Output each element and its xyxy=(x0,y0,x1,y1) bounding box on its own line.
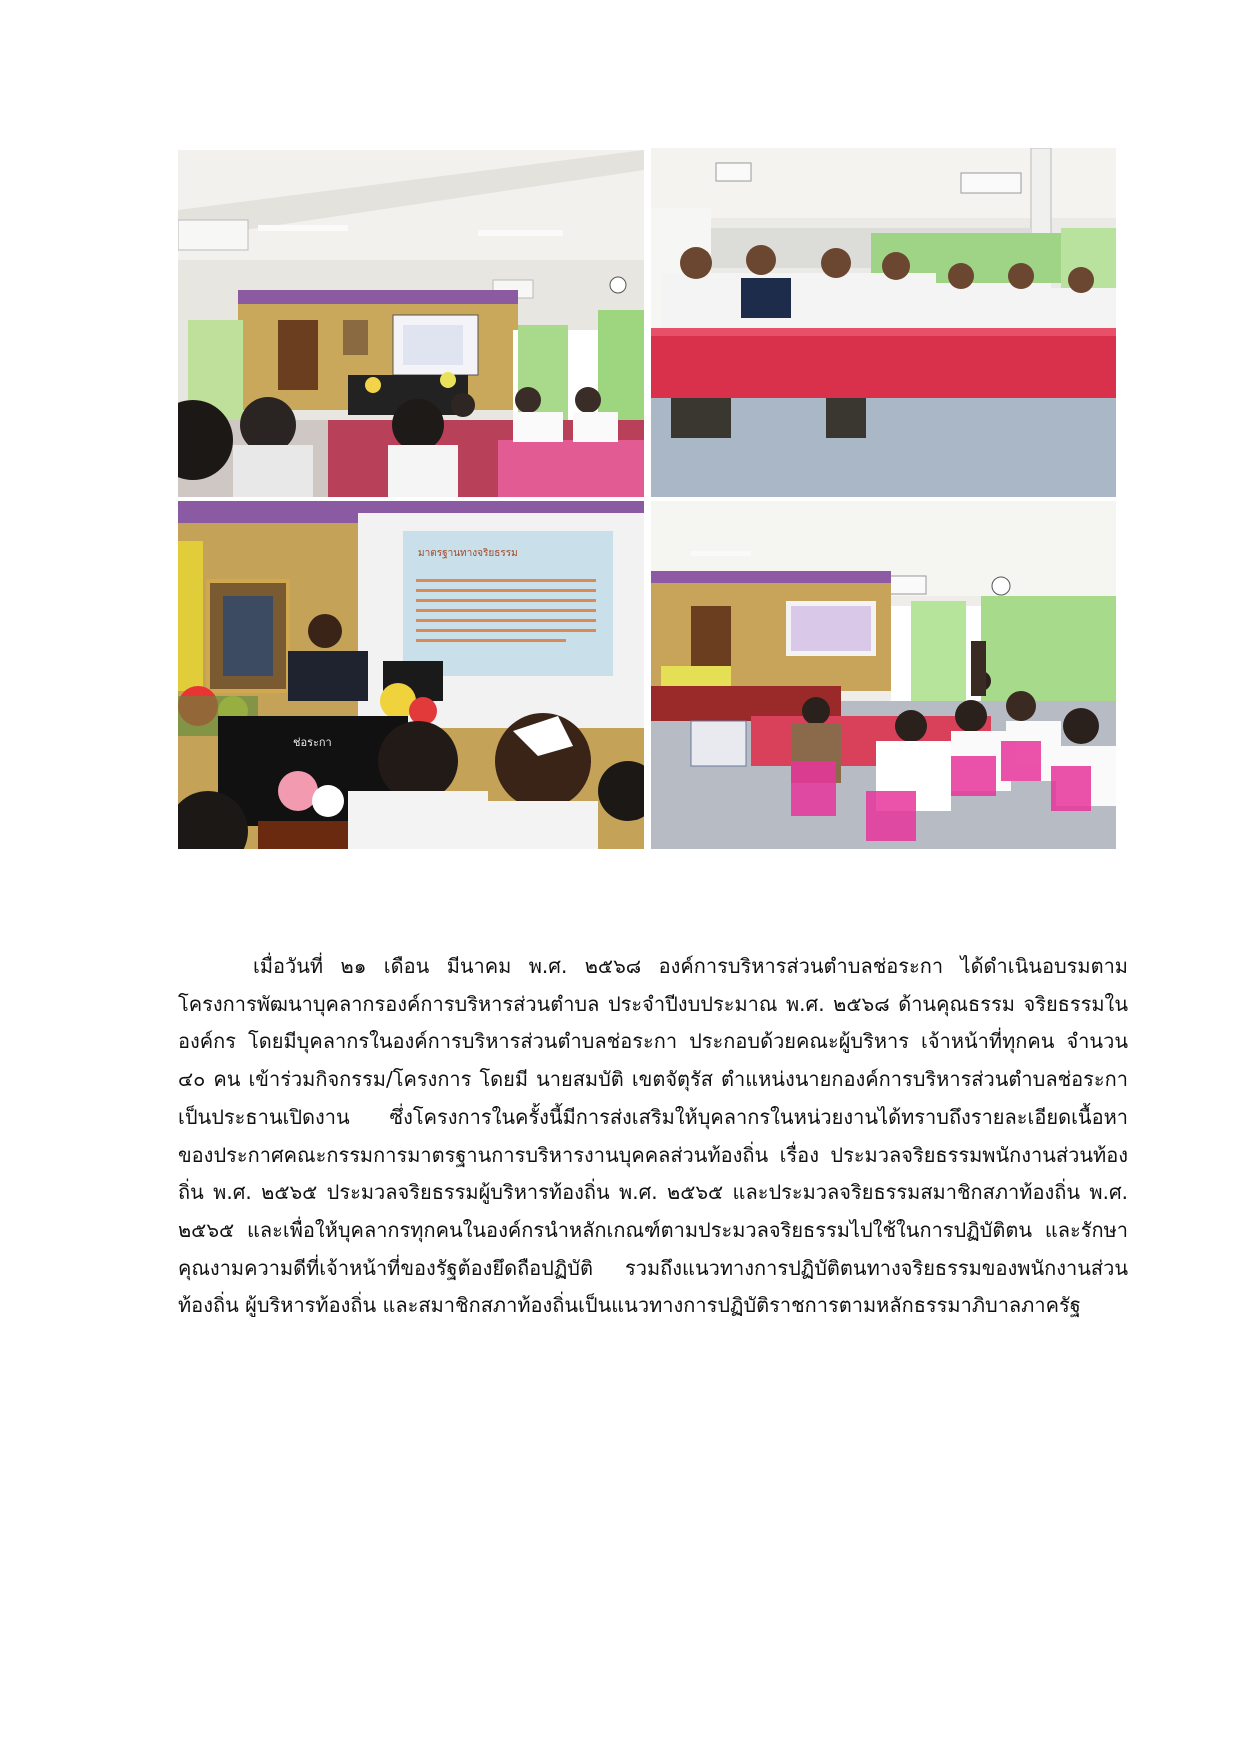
photo-room-side-view xyxy=(651,501,1116,849)
slide-title: มาตรฐานทางจริยธรรม xyxy=(418,548,518,559)
photo-participants-at-red-table xyxy=(651,148,1116,497)
podium-label: ช่อระกา xyxy=(293,736,332,749)
photo-speaker-at-podium xyxy=(178,501,644,849)
photo-training-room-back-view xyxy=(178,150,644,497)
body-paragraph: เมื่อวันที่ ๒๑ เดือน มีนาคม พ.ศ. ๒๕๖๘ องค์การบริหารส่วนตำบลช่อระกา ได้ดำเนินอบรมตามโครงการพัฒนาบุคลากรองค์การบริหารส่วนตำบล ประจำปีงบประมาณ พ.ศ. ๒๕๖๘ ด้านคุณธรรม จริยธรรมในองค์กร โดยมีบุคลากรในองค์การบริหารส่วนตำบลช่อระกา ประกอบด้วยคณะผู้บริหาร เจ้าหน้าที่ทุกคน จำนวน ๔๐ คน เข้าร่วมกิจกรรม/โครงการ โดยมี นายสมบัติ เขตจัตุรัส ตำแหน่งนายกองค์การบริหารส่วนตำบลช่อระกา เป็นประธานเปิดงาน ซึ่งโครงการในครั้งนี้มีการส่งเสริมให้บุคลากรในหน่วยงานได้ทราบถึงรายละเอียดเนื้อหาของประกาศคณะกรรมการมาตรฐานการบริหารงานบุคคลส่วนท้องถิ่น เรื่อง ประมวลจริยธรรมพนักงานส่วนท้องถิ่น พ.ศ. ๒๕๖๕ ประมวลจริยธรรมผู้บริหารท้องถิ่น พ.ศ. ๒๕๖๕ และประมวลจริยธรรมสมาชิกสภาท้องถิ่น พ.ศ. ๒๕๖๕ และเพื่อให้บุคลากรทุกคนในองค์กรนำหลักเกณฑ์ตามประมวลจริยธรรมไปใช้ในการปฏิบัติตน และรักษาคุณงามความดีที่เจ้าหน้าที่ของรัฐต้องยึดถือปฏิบัติ รวมถึงแนวทางการปฏิบัติตนทางจริยธรรมของพนักงานส่วนท้องถิ่น ผู้บริหารท้องถิ่น และสมาชิกสภาท้องถิ่นเป็นแนวทางการปฏิบัติราชการตามหลักธรรมาภิบาลภาครัฐ xyxy=(178,954,1128,1318)
